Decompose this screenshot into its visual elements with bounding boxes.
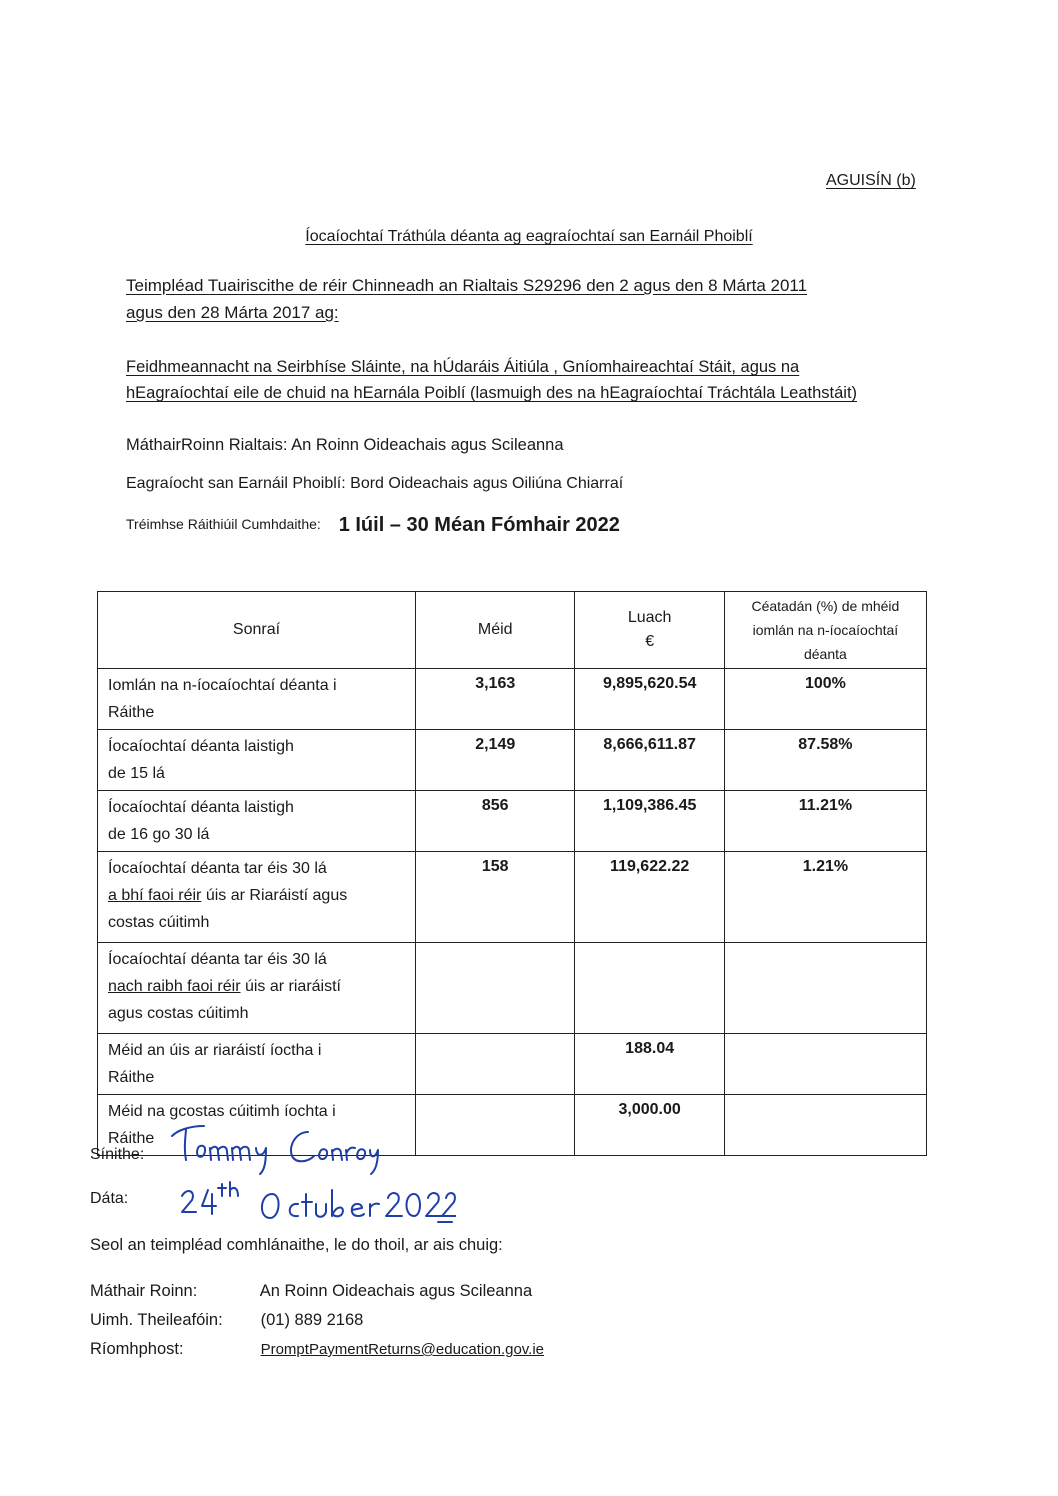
contact-email-label: Ríomhphost: xyxy=(90,1340,184,1358)
row-description-line: Ráithe xyxy=(108,1069,155,1086)
scope-statement xyxy=(126,354,946,406)
row-percent: 1.21% xyxy=(724,852,926,943)
table-row xyxy=(98,852,927,943)
row-count: 856 xyxy=(415,791,575,852)
row-description-line: Ráithe xyxy=(108,1130,155,1147)
row-description-line: Íocaíochtaí déanta tar éis 30 lá xyxy=(108,951,327,968)
row-percent xyxy=(724,1034,926,1095)
row-description-emphasis: a bhí faoi réir xyxy=(108,887,202,904)
row-description-line: de 16 go 30 lá xyxy=(108,826,210,843)
header-percent-line: déanta xyxy=(803,646,847,662)
row-description-line: Íocaíochtaí déanta laistigh xyxy=(108,738,294,755)
header-value xyxy=(575,592,724,669)
row-count: 2,149 xyxy=(415,730,575,791)
contact-department-label: Máthair Roinn: xyxy=(90,1282,198,1300)
header-percent-line: Céatadán (%) de mhéid xyxy=(751,598,900,614)
row-count: 3,163 xyxy=(415,669,575,730)
row-description-line: Íocaíochtaí déanta tar éis 30 lá xyxy=(108,860,327,877)
template-reference xyxy=(126,272,926,326)
row-description-tail: úis ar riaráistí xyxy=(240,978,341,995)
scope-line: Feidhmeannacht na Seirbhíse Sláinte, na hÚdaráis Áitiúla , Gníomhaireachtaí Stáit, agus na xyxy=(126,358,800,376)
annex-label: AGUISÍN (b) xyxy=(826,172,916,189)
table-row xyxy=(98,730,927,791)
contact-email xyxy=(90,1340,544,1359)
row-percent: 100% xyxy=(724,669,926,730)
reporting-period xyxy=(126,512,620,535)
table-row xyxy=(98,1034,927,1095)
return-instruction: Seol an teimpléad comhlánaithe, le do thoil, ar ais chuig: xyxy=(90,1236,503,1254)
table-row xyxy=(98,791,927,852)
row-value xyxy=(575,943,724,1034)
table-row xyxy=(98,669,927,730)
row-value: 3,000.00 xyxy=(575,1095,724,1156)
row-description-line xyxy=(108,973,405,1000)
row-percent: 87.58% xyxy=(724,730,926,791)
row-percent xyxy=(724,943,926,1034)
row-percent xyxy=(724,1095,926,1156)
row-description-line: Iomlán na n-íocaíochtaí déanta i xyxy=(108,677,337,694)
period-label: Tréimhse Ráithiúil Cumhdaithe: xyxy=(126,516,321,532)
row-count: 158 xyxy=(415,852,575,943)
contact-phone-label: Uimh. Theileafóin: xyxy=(90,1311,223,1329)
row-description-line: Méid na gcostas cúitimh íochta i xyxy=(108,1103,336,1120)
row-description-line xyxy=(108,882,405,909)
public-body-label: Eagraíocht san Earnáil Phoiblí: xyxy=(126,475,346,492)
header-value-currency: € xyxy=(645,633,655,650)
row-value: 119,622.22 xyxy=(575,852,724,943)
row-description-tail: úis ar Riaráistí agus xyxy=(201,887,348,904)
handwritten-date xyxy=(176,1180,456,1230)
document-title: Íocaíochtaí Tráthúla déanta ag eagraíochtaí san Earnáil Phoiblí xyxy=(305,228,753,245)
row-description-line: Ráithe xyxy=(108,704,155,721)
row-value: 9,895,620.54 xyxy=(575,669,724,730)
row-description-line: costas cúitimh xyxy=(108,914,210,931)
header-percent xyxy=(724,592,926,669)
date-label: Dáta: xyxy=(90,1190,129,1207)
payments-table xyxy=(97,591,927,1156)
contact-department xyxy=(90,1282,532,1301)
row-description-line: Méid an úis ar riaráistí íoctha i xyxy=(108,1042,322,1059)
row-count xyxy=(415,1095,575,1156)
signed-label: Sínithe: xyxy=(90,1146,145,1163)
row-description xyxy=(98,791,416,852)
template-line: Teimpléad Tuairiscithe de réir Chinneadh an Rialtais S29296 den 2 agus den 8 Márta 2011 xyxy=(126,276,808,295)
header-percent-line: iomlán na n-íocaíochtaí xyxy=(752,622,899,638)
template-line: agus den 28 Márta 2017 ag: xyxy=(126,303,339,322)
row-description xyxy=(98,1034,416,1095)
parent-department xyxy=(126,436,564,455)
contact-email-link[interactable]: PromptPaymentReturns@education.gov.ie xyxy=(260,1341,545,1358)
contact-department-value: An Roinn Oideachais agus Scileanna xyxy=(259,1282,533,1300)
row-description xyxy=(98,852,416,943)
row-count xyxy=(415,943,575,1034)
row-value: 8,666,611.87 xyxy=(575,730,724,791)
scope-line: hEagraíochtaí eile de chuid na hEarnála Poiblí (lasmuigh des na hEagraíochtaí Tráchtála Leathstáit) xyxy=(126,384,858,402)
contact-phone-value: (01) 889 2168 xyxy=(260,1311,364,1329)
row-description-line: Íocaíochtaí déanta laistigh xyxy=(108,799,294,816)
period-value: 1 Iúil – 30 Méan Fómhair 2022 xyxy=(338,514,620,536)
handwritten-signature xyxy=(168,1118,383,1180)
row-description xyxy=(98,730,416,791)
row-count xyxy=(415,1034,575,1095)
row-value: 188.04 xyxy=(575,1034,724,1095)
header-value-label: Luach xyxy=(627,609,672,626)
parent-department-value: An Roinn Oideachais agus Scileanna xyxy=(291,436,564,454)
header-details: Sonraí xyxy=(98,592,416,669)
table-header-row xyxy=(98,592,927,669)
parent-department-label: MáthairRoinn Rialtais: xyxy=(126,436,288,454)
row-description-line: de 15 lá xyxy=(108,765,165,782)
header-count: Méid xyxy=(415,592,575,669)
row-description xyxy=(98,943,416,1034)
row-description-emphasis: nach raibh faoi réir xyxy=(108,978,241,995)
row-percent: 11.21% xyxy=(724,791,926,852)
row-description-line: agus costas cúitimh xyxy=(108,1005,249,1022)
public-body xyxy=(126,475,623,493)
contact-phone xyxy=(90,1311,363,1330)
row-description xyxy=(98,669,416,730)
row-value: 1,109,386.45 xyxy=(575,791,724,852)
public-body-value: Bord Oideachais agus Oiliúna Chiarraí xyxy=(350,475,624,492)
table-row xyxy=(98,943,927,1034)
